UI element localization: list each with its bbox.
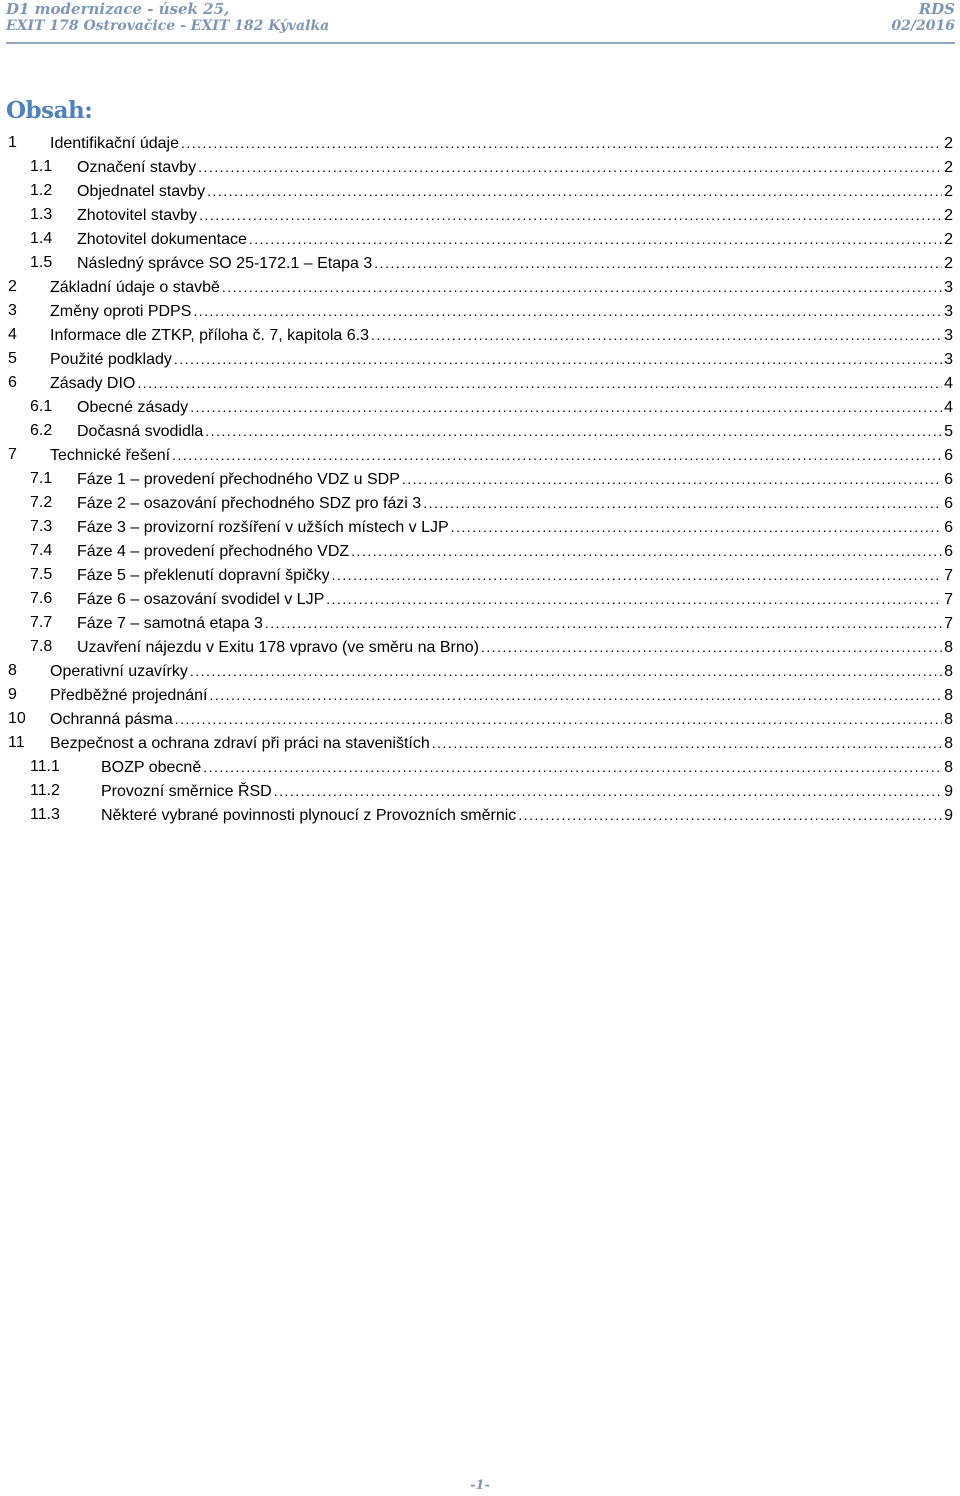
toc-dot-leader [172,443,942,467]
toc-entry-line [50,731,953,756]
toc-entry-title: Informace dle ZTKP, příloha č. 7, kapitola 6.3 [50,327,369,344]
toc-entry-number: 1.5 [30,254,53,271]
toc-entry-number: 7.3 [30,518,53,535]
toc-entry-title: Bezpečnost a ochrana zdraví při práci na staveništích [50,735,430,752]
toc-entry[interactable] [0,587,960,611]
toc-entry-page: 9 [944,807,953,824]
toc-entry-line [50,299,953,324]
toc-entry-title: Fáze 7 – samotná etapa 3 [77,615,263,632]
toc-entry-title: Následný správce SO 25-172.1 – Etapa 3 [77,255,373,272]
toc-entry-line [50,275,953,300]
toc-entry-line [50,683,953,708]
toc-entry[interactable] [0,275,960,299]
page-number: -1- [470,1478,490,1493]
toc-entry[interactable] [0,683,960,707]
toc-entry-title: BOZP obecně [101,759,202,776]
toc-entry-title: Ochranná pásma [50,711,173,728]
toc-entry-line [77,491,953,516]
toc-entry[interactable] [0,347,960,371]
toc-entry[interactable] [0,251,960,275]
toc-dot-leader [207,179,942,203]
toc-entry[interactable] [0,611,960,635]
toc-entry-title: Zhotovitel dokumentace [77,231,247,248]
toc-entry-page: 2 [944,135,953,152]
toc-entry-number: 7.7 [30,614,53,631]
toc-dot-leader [190,395,942,419]
toc-entry-page: 4 [944,399,953,416]
toc-entry-page: 3 [944,327,953,344]
toc-entry-page: 6 [944,471,953,488]
toc-dot-leader [193,299,942,323]
toc-dot-leader [175,707,942,731]
toc-entry-page: 8 [944,759,953,776]
toc-entry-title: Fáze 3 – provizorní rozšíření v užších místech v LJP [77,519,449,536]
toc-entry-number: 6.1 [30,398,53,415]
toc-entry-number: 11.1 [30,758,60,775]
toc-entry-page: 3 [944,279,953,296]
toc-entry[interactable] [0,443,960,467]
toc-dot-leader [249,227,942,251]
toc-entry-title: Uzavření nájezdu v Exitu 178 vpravo (ve směru na Brno) [77,639,479,656]
toc-entry-title: Provozní směrnice ŘSD [101,783,272,800]
toc-entry-title: Fáze 2 – osazování přechodného SDZ pro fázi 3 [77,495,422,512]
toc-entry-number: 8 [8,662,17,679]
toc-entry-title: Technické řešení [50,447,171,464]
toc-entry-page: 2 [944,183,953,200]
toc-dot-leader [222,275,942,299]
toc-dot-leader [518,803,942,827]
toc-entry[interactable] [0,371,960,395]
toc-entry[interactable] [0,563,960,587]
toc-dot-leader [351,539,942,563]
toc-entry-title: Dočasná svodidla [77,423,204,440]
toc-entry-number: 7 [8,446,17,463]
header-date: 02/2016 [891,18,955,34]
toc-entry-page: 6 [944,447,953,464]
toc-entry-line [50,659,953,684]
toc-entry-title: Základní údaje o stavbě [50,279,220,296]
toc-entry-number: 4 [8,326,17,343]
toc-entry-number: 9 [8,686,17,703]
toc-entry-title: Obecné zásady [77,399,189,416]
toc-entry-line [101,755,953,780]
toc-entry[interactable] [0,299,960,323]
toc-dot-leader [481,635,942,659]
toc-dot-leader [265,611,942,635]
toc-entry-line [50,323,953,348]
toc-entry-title: Změny oproti PDPS [50,303,192,320]
toc-entry-number: 7.1 [30,470,53,487]
toc-entry-number: 7.4 [30,542,53,559]
toc-entry[interactable] [0,491,960,515]
toc-entry-page: 8 [944,639,953,656]
toc-entry-title: Označení stavby [77,159,197,176]
toc-entry-title: Operativní uzavírky [50,663,188,680]
page-header [6,0,955,44]
toc-entry[interactable] [0,515,960,539]
toc-entry[interactable] [0,323,960,347]
toc-entry-line [77,563,953,588]
toc-dot-leader [181,131,942,155]
toc-dot-leader [199,203,942,227]
toc-entry-page: 2 [944,255,953,272]
toc-entry-page: 3 [944,303,953,320]
toc-entry[interactable] [0,419,960,443]
toc-entry-title: Fáze 6 – osazování svodidel v LJP [77,591,325,608]
toc-entry-page: 6 [944,495,953,512]
toc-entry-line [77,419,953,444]
toc-entry-page: 7 [944,615,953,632]
toc-dot-leader [432,731,942,755]
toc-entry-line [77,395,953,420]
toc-dot-leader [332,563,943,587]
toc-entry-page: 2 [944,231,953,248]
toc-entry-number: 7.5 [30,566,53,583]
toc-entry-page: 7 [944,567,953,584]
toc-entry-number: 1 [8,134,17,151]
toc-entry-title: Objednatel stavby [77,183,206,200]
toc-dot-leader [451,515,942,539]
toc-entry-page: 9 [944,783,953,800]
toc-entry-title: Zásady DIO [50,375,136,392]
toc-entry-line [77,611,953,636]
toc-dot-leader [402,467,942,491]
toc-entry-number: 1.4 [30,230,53,247]
toc-dot-leader [371,323,942,347]
toc-entry-page: 3 [944,351,953,368]
toc-entry[interactable] [0,707,960,731]
toc-dot-leader [137,371,942,395]
toc-entry-line [77,467,953,492]
toc-entry-number: 2 [8,278,17,295]
toc-entry[interactable] [0,803,960,827]
toc-entry-title: Identifikační údaje [50,135,179,152]
toc-entry-line [77,227,953,252]
toc-entry-line [77,203,953,228]
toc-entry-page: 8 [944,663,953,680]
toc-entry[interactable] [0,779,960,803]
toc-entry-line [101,779,953,804]
toc-entry-title: Některé vybrané povinnosti plynoucí z Provozních směrnic [101,807,517,824]
header-project-title: D1 modernizace - úsek 25, [6,0,230,18]
toc-entry-number: 3 [8,302,17,319]
toc-entry-number: 7.2 [30,494,53,511]
toc-entry-line [77,251,953,276]
toc-entry-number: 6 [8,374,17,391]
toc-entry-number: 11.3 [30,806,60,823]
toc-entry[interactable] [0,539,960,563]
toc-entry[interactable] [0,227,960,251]
toc-dot-leader [174,347,942,371]
toc-entry-line [50,347,953,372]
toc-entry-number: 1.2 [30,182,53,199]
toc-entry-page: 8 [944,735,953,752]
toc-entry-title: Fáze 4 – provedení přechodného VDZ [77,543,350,560]
toc-dot-leader [190,659,942,683]
toc-entry-number: 6.2 [30,422,53,439]
toc-entry-number: 11 [8,734,25,751]
toc-entry-line [50,443,953,468]
toc-entry[interactable] [0,179,960,203]
toc-entry-number: 11.2 [30,782,60,799]
toc-entry-page: 4 [944,375,953,392]
toc-entry[interactable] [0,131,960,155]
toc-entry-number: 1.1 [30,158,53,175]
toc-entry[interactable] [0,731,960,755]
toc-entry-line [77,515,953,540]
toc-entry-title: Fáze 5 – překlenutí dopravní špičky [77,567,330,584]
toc-entry[interactable] [0,635,960,659]
toc-dot-leader [209,683,942,707]
toc-entry-line [77,635,953,660]
toc-entry-page: 2 [944,159,953,176]
toc-entry[interactable] [0,203,960,227]
toc-entry-page: 7 [944,591,953,608]
toc-entry[interactable] [0,659,960,683]
toc-entry-page: 8 [944,711,953,728]
toc-entry[interactable] [0,467,960,491]
toc-entry-line [50,707,953,732]
toc-dot-leader [374,251,942,275]
toc-dot-leader [326,587,942,611]
toc-entry-number: 1.3 [30,206,53,223]
toc-entry-number: 7.6 [30,590,53,607]
toc-entry-title: Předběžné projednání [50,687,208,704]
toc-entry-number: 10 [8,710,26,727]
toc-entry[interactable] [0,755,960,779]
toc-dot-leader [274,779,942,803]
toc-entry-page: 6 [944,519,953,536]
toc-entry-line [77,587,953,612]
toc-entry[interactable] [0,155,960,179]
header-doc-type: RDS [918,0,955,18]
toc-dot-leader [198,155,942,179]
header-project-subtitle: EXIT 178 Ostrovačice - EXIT 182 Kývalka [6,18,330,34]
toc-entry-number: 5 [8,350,17,367]
toc-entry-page: 2 [944,207,953,224]
toc-entry[interactable] [0,395,960,419]
toc-entry-line [50,371,953,396]
toc-entry-title: Zhotovitel stavby [77,207,198,224]
toc-entry-line [50,131,953,156]
toc-entry-number: 7.8 [30,638,53,655]
toc-entry-line [77,179,953,204]
toc-entry-title: Fáze 1 – provedení přechodného VDZ u SDP [77,471,400,488]
toc-entry-line [77,539,953,564]
toc-title: Obsah: [6,97,93,124]
table-of-contents [0,131,960,827]
toc-dot-leader [203,755,942,779]
toc-dot-leader [205,419,942,443]
toc-entry-title: Použité podklady [50,351,172,368]
toc-entry-page: 8 [944,687,953,704]
toc-entry-page: 6 [944,543,953,560]
toc-entry-line [101,803,953,828]
toc-dot-leader [423,491,942,515]
toc-entry-page: 5 [944,423,953,440]
toc-entry-line [77,155,953,180]
